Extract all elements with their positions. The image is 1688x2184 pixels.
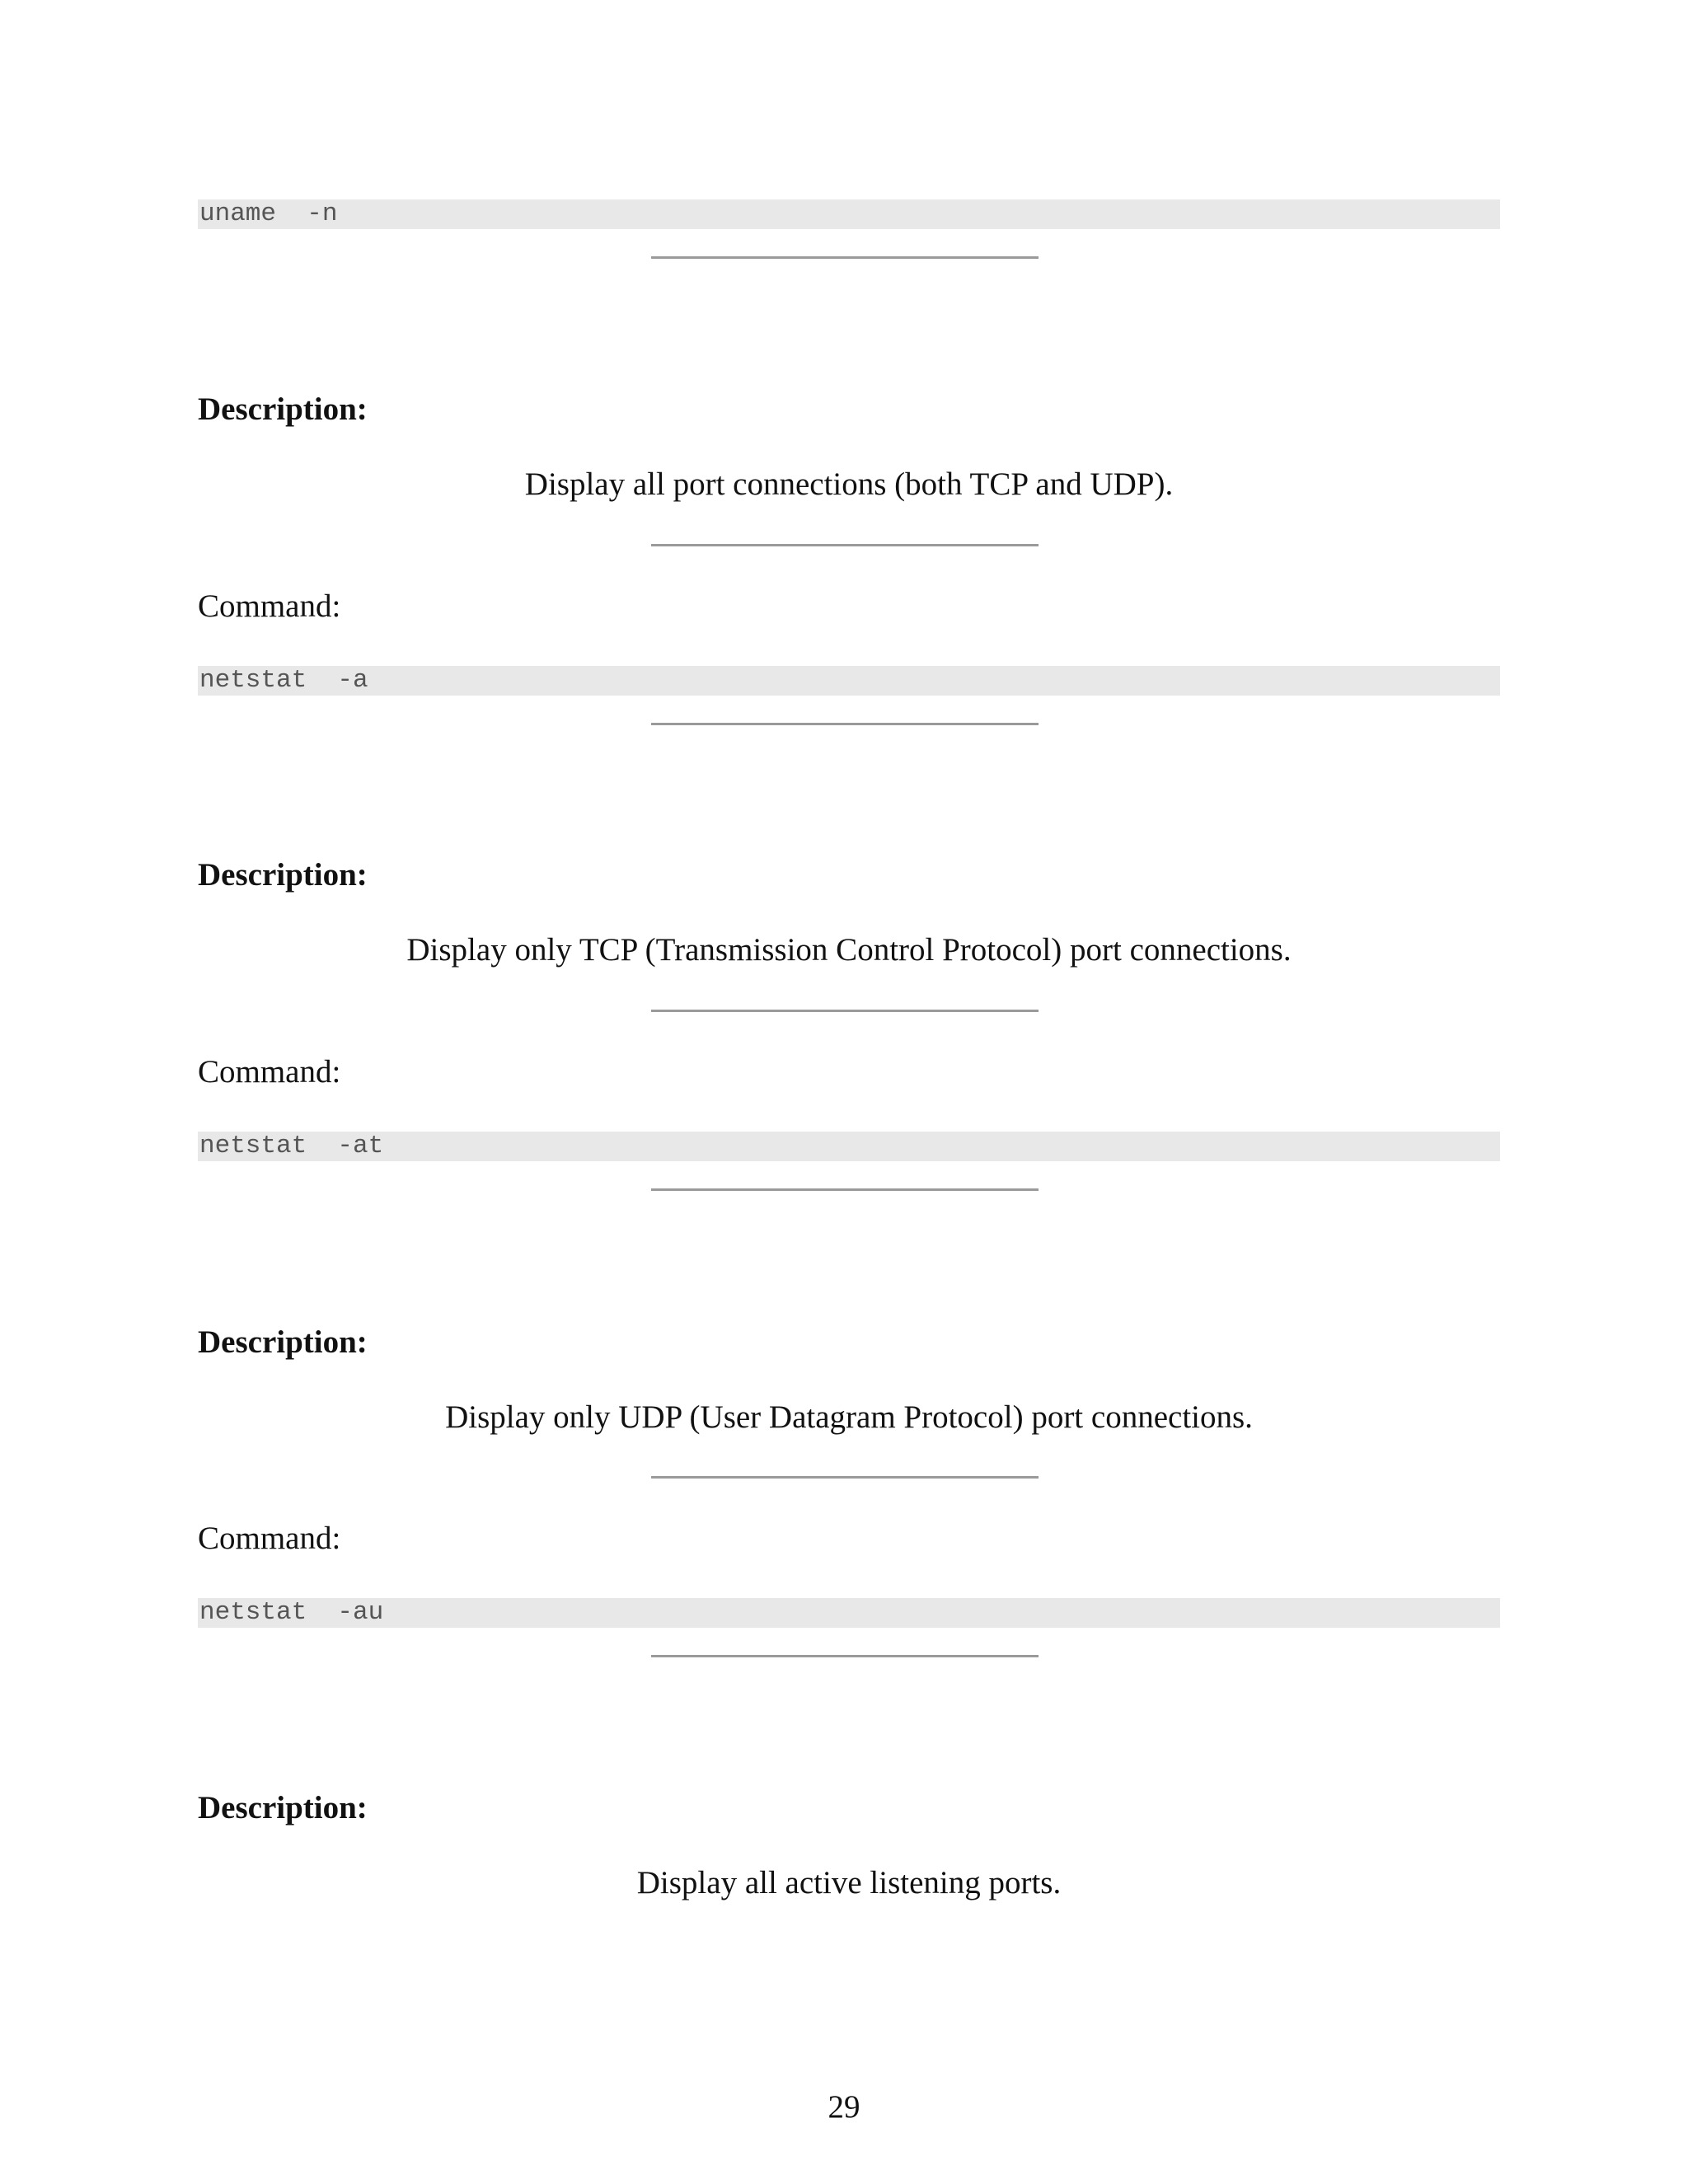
separator-rule	[651, 1476, 1039, 1479]
separator-rule	[651, 1655, 1039, 1657]
page-number: 29	[828, 2089, 860, 2125]
description-heading: Description:	[198, 391, 368, 427]
description-text: Display all active listening ports.	[636, 1865, 1062, 1900]
description-text: Display only TCP (Transmission Control Protocol) port connections.	[406, 932, 1292, 968]
separator-rule	[651, 1010, 1039, 1012]
code-block: netstat -au	[198, 1598, 1500, 1628]
command-label: Command:	[198, 1054, 341, 1090]
description-heading: Description:	[198, 1790, 368, 1825]
separator-rule	[651, 256, 1039, 259]
command-label: Command:	[198, 1521, 341, 1556]
code-block: netstat -at	[198, 1132, 1500, 1161]
description-text: Display only UDP (User Datagram Protocol) port connections.	[445, 1399, 1253, 1435]
code-block: netstat -a	[198, 666, 1500, 696]
separator-rule	[651, 544, 1039, 546]
description-heading: Description:	[198, 1324, 368, 1360]
separator-rule	[651, 1188, 1039, 1191]
separator-rule	[651, 723, 1039, 725]
description-heading: Description:	[198, 857, 368, 893]
description-text: Display all port connections (both TCP and UDP).	[524, 466, 1174, 502]
command-label: Command:	[198, 588, 341, 624]
code-block: uname -n	[198, 199, 1500, 229]
